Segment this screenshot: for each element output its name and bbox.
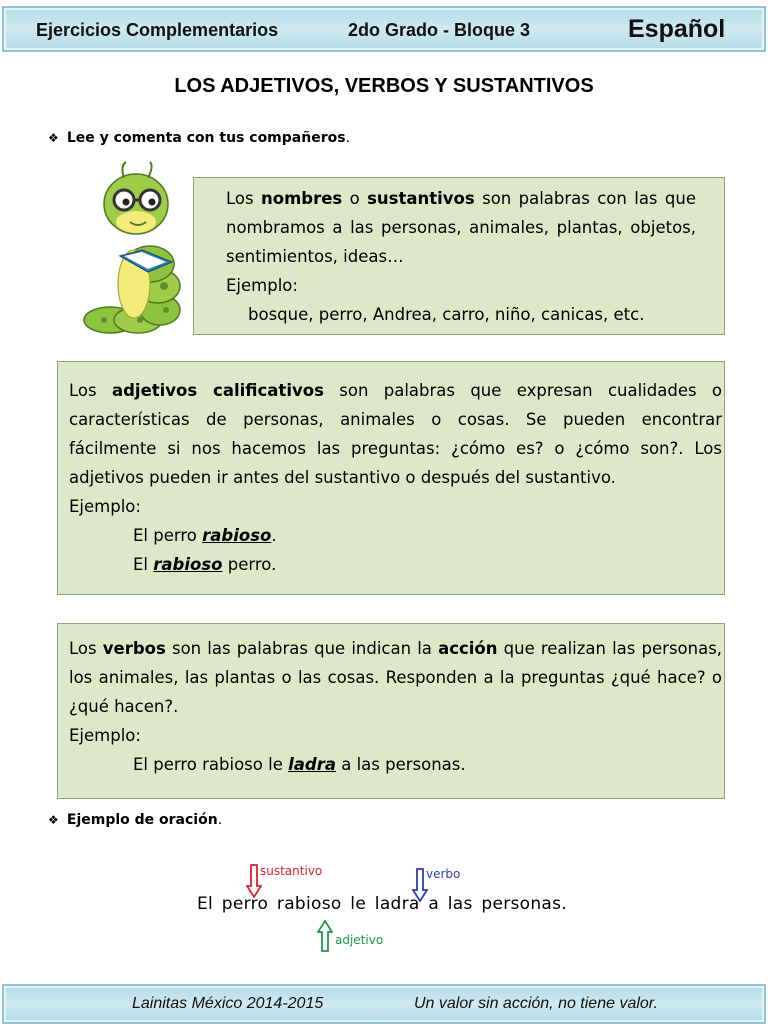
text: que realizan las personas, los animales, las plantas o las cosas. Responden a la preguntas ¿qué hace? o ¿qué hacen?. <box>69 639 723 716</box>
example-label: Ejemplo: <box>69 497 141 516</box>
label-verbo: verbo <box>426 867 461 881</box>
box-sustantivos-definition <box>226 184 696 271</box>
box-sustantivos <box>193 177 725 335</box>
header-bar <box>2 6 766 52</box>
header-grade: 2do Grado - Bloque 3 <box>348 20 531 40</box>
label-sustantivo: sustantivo <box>260 864 323 878</box>
term-adjetivos: adjetivos calificativos <box>111 381 324 400</box>
text: . <box>271 526 277 545</box>
label-adjetivo: adjetivo <box>335 933 384 947</box>
bullet-sentence-dot: . <box>217 812 223 828</box>
text: a las personas. <box>341 755 466 774</box>
arrow-up-green-icon <box>317 920 333 952</box>
text: son palabras con las que nombramos a las personas, animales, plantas, objetos, sentimientos, ideas… <box>226 189 696 266</box>
underlined-word: rabioso <box>202 526 272 545</box>
bullet-sentence-example <box>48 812 222 828</box>
footer-credit: Lainitas México 2014-2015 <box>132 995 324 1012</box>
example-line-2 <box>69 550 722 579</box>
header-title: Ejercicios Complementarios <box>36 20 279 40</box>
footer-bar <box>2 984 766 1024</box>
box-verbos <box>57 623 725 799</box>
underlined-word: rabioso <box>153 555 223 574</box>
example-label: Ejemplo: <box>69 726 141 745</box>
term-nombres: nombres <box>260 189 343 208</box>
text: Los <box>226 189 254 208</box>
term-verbos: verbos <box>102 639 166 658</box>
example-line <box>69 750 722 779</box>
text: El perro <box>133 526 197 545</box>
bullet-instruction-dot: . <box>345 130 351 146</box>
diamond-bullet-icon: ❖ <box>48 131 59 145</box>
term-sustantivos: sustantivos <box>367 189 475 208</box>
bullet-sentence-text: Ejemplo de oración <box>66 812 218 828</box>
example-text: bosque, perro, Andrea, carro, niño, canicas, etc. <box>248 305 645 324</box>
text: Los <box>69 639 97 658</box>
text: Los <box>69 381 97 400</box>
header-subject: Español <box>628 15 726 43</box>
text: o <box>349 189 360 208</box>
term-accion: acción <box>438 639 498 658</box>
text: perro. <box>227 555 277 574</box>
footer-motto: Un valor sin acción, no tiene valor. <box>414 995 658 1012</box>
text: son las palabras que indican la <box>171 639 432 658</box>
text: El perro rabioso le <box>133 755 283 774</box>
box-adjetivos <box>57 361 725 595</box>
diamond-bullet-icon: ❖ <box>48 813 59 827</box>
page-title: LOS ADJETIVOS, VERBOS Y SUSTANTIVOS <box>174 75 594 97</box>
underlined-word: ladra <box>288 755 336 774</box>
example-line-1 <box>69 521 722 550</box>
caterpillar-reading-icon <box>80 160 190 338</box>
text: son palabras que expresan cualidades o características de personas, animales o cosas. Se pueden encontrar fácilmente si nos hacemos las preguntas: ¿cómo es? o ¿cómo son?. Los adjetivos pueden ir antes del sustantivo o después del sustantivo. <box>69 381 723 487</box>
bullet-instruction-text: Lee y comenta con tus compañeros <box>66 130 346 146</box>
example-label: Ejemplo: <box>226 276 298 295</box>
bullet-instruction <box>48 130 350 146</box>
example-sentence: El perro rabioso le ladra a las personas. <box>197 894 568 914</box>
box-verbos-definition <box>69 634 722 721</box>
text: El <box>133 555 149 574</box>
box-adjetivos-definition <box>69 376 722 492</box>
